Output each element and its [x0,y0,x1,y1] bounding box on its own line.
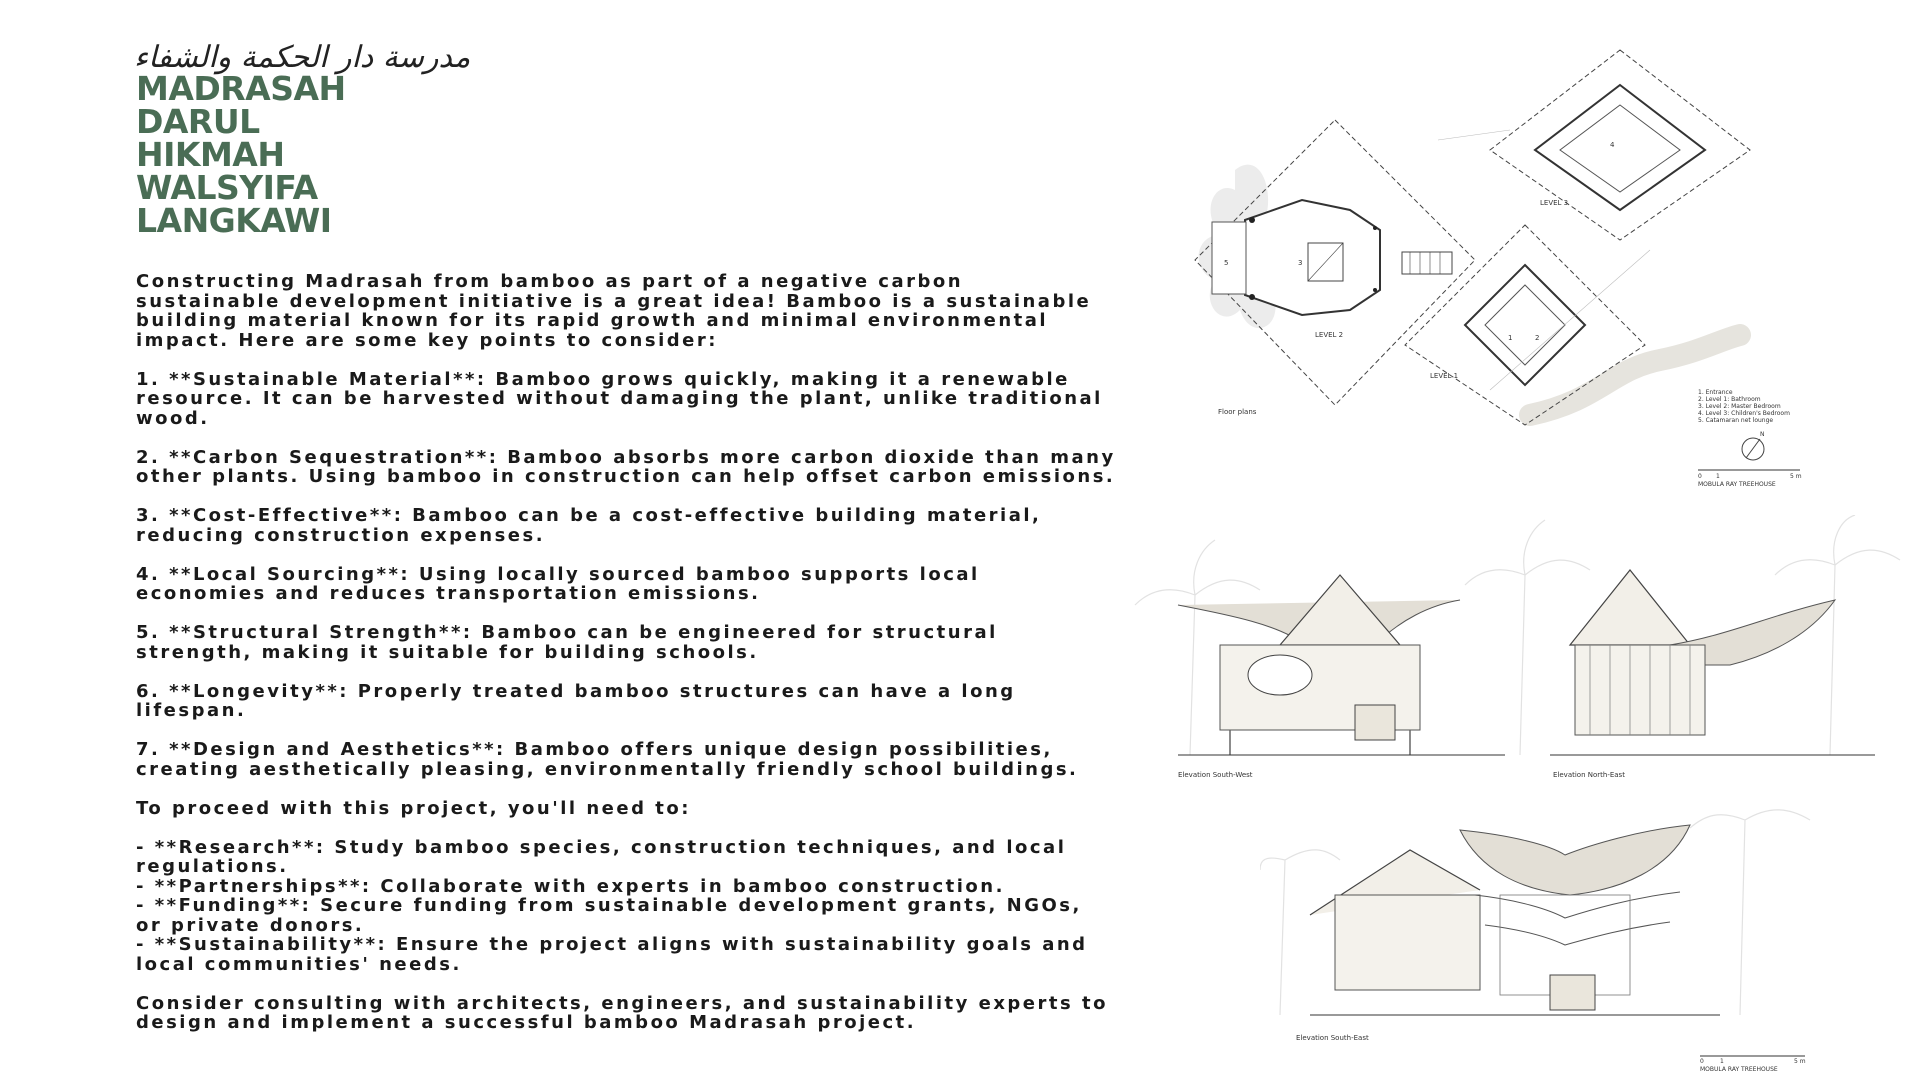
building-body-left [1335,895,1480,990]
scale-label: 1 [1716,473,1720,480]
level2-label: LEVEL 2 [1315,331,1344,339]
key-point: 1. **Sustainable Material**: Bamboo grows quickly, making it a renewable resource. It can be harvested without damaging the plant, unlike traditional wood. [136,368,1103,429]
key-point: 7. **Design and Aesthetics**: Bamboo offers unique design possibilities, creating aesthetically pleasing, environmentally friendly school buildings. [136,739,1079,780]
legend-item: 1. Entrance [1698,389,1733,396]
room-number: 4 [1610,141,1615,149]
legend-item: 3. Level 2: Master Bedroom [1698,403,1781,410]
column [1249,294,1255,300]
elevation-north-east [1550,570,1875,755]
palm-tree-icon [1465,520,1590,755]
palm-tree-icon [1690,810,1810,1015]
north-label: N [1760,431,1765,438]
key-point: 5. **Structural Strength**: Bamboo can be engineered for structural strength, making it suitable for building schools. [136,622,998,663]
stair-bridge [1402,252,1452,274]
room-number: 3 [1298,259,1303,267]
title-line: WALSYIFA [136,168,318,207]
roof-butterfly-lower [1485,922,1670,945]
scale-label: 5 m [1794,1058,1806,1065]
building-body [1575,645,1705,735]
floor-plan-legend [1698,389,1790,424]
palm-tree-icon [1260,850,1340,1015]
title-line: LANGKAWI [136,201,332,240]
body-text [136,272,1116,1052]
legend-item: 5. Catamaran net lounge [1698,417,1774,424]
need-item: - **Research**: Study bamboo species, construction techniques, and local regulations. [136,836,1067,877]
scale-label: 0 [1698,473,1702,480]
room-number: 1 [1508,334,1513,342]
level3-deck [1535,85,1705,210]
roof-butterfly [1460,825,1690,895]
scale-label: 0 [1700,1058,1704,1065]
needs-list [136,838,1116,975]
key-point: 3. **Cost-Effective**: Bamboo can be a cost-effective building material, reducing construction expenses. [136,505,1042,546]
oval-window [1248,655,1312,695]
key-point: 2. **Carbon Sequestration**: Bamboo absorbs more carbon dioxide than many other plants. Using bamboo in construction can help offset carbon emissions. [136,446,1116,487]
title-line: HIKMAH [136,135,285,174]
title-line: DARUL [136,102,260,141]
column [1373,288,1377,292]
north-needle [1746,439,1760,458]
stair-structure [1355,705,1395,740]
project-name: MOBULA RAY TREEHOUSE [1698,481,1776,488]
stair-structure [1550,975,1595,1010]
roof-gable [1570,570,1690,645]
legend-item: 2. Level 1: Bathroom [1698,396,1761,403]
scale-label: 1 [1720,1058,1724,1065]
level1-deck [1465,265,1585,385]
project-name: MOBULA RAY TREEHOUSE [1700,1066,1778,1073]
title-line: MADRASAH [136,69,346,108]
conclusion-paragraph: Consider consulting with architects, engineers, and sustainability experts to design and implement a successful bamboo Madrasah project. [136,992,1108,1033]
projection-line [1438,130,1510,140]
room-number: 2 [1535,334,1540,342]
floor-plan-caption: Floor plans [1218,408,1257,416]
scale-label: 5 m [1790,473,1802,480]
need-item: - **Sustainability**: Ensure the project aligns with sustainability goals and local communities' needs. [136,934,1088,975]
level1-label: LEVEL 1 [1430,372,1459,380]
key-point: 6. **Longevity**: Properly treated bamboo structures can have a long lifespan. [136,680,1016,721]
elevation-south-east-drawing [1260,800,1820,1075]
level2-net [1212,222,1246,294]
key-point: 4. **Local Sourcing**: Using locally sourced bamboo supports local economies and reduces transportation emissions. [136,563,980,604]
roof-butterfly-lower [1475,892,1680,918]
intro-paragraph: Constructing Madrasah from bamboo as part of a negative carbon sustainable development initiative is a great idea! Bamboo is a sustainable building material known for its rapid growth and minimal environmental impact. Here are some key points to consider: [136,271,1092,351]
proceed-intro: To proceed with this project, you'll need to: [136,797,691,819]
arabic-title: مدرسة دار الحكمة والشفاء [134,40,471,75]
page-title [136,69,436,240]
column [1249,217,1255,223]
elevation-caption-ne: Elevation North-East [1553,771,1625,779]
elevation-south-west [1178,575,1505,755]
need-item: - **Partnerships**: Collaborate with experts in bamboo construction. [136,875,1005,897]
elevation-caption-sw: Elevation South-West [1178,771,1253,779]
legend-item: 4. Level 3: Children's Bedroom [1698,410,1790,417]
room-number: 5 [1224,259,1229,267]
level3-label: LEVEL 3 [1540,199,1569,207]
floor-plan-drawing [1180,40,1820,500]
column [1373,226,1377,230]
elevations-upper [1130,515,1910,790]
need-item: - **Funding**: Secure funding from sustainable development grants, NGOs, or private donors. [136,895,1082,936]
elevation-caption-se: Elevation South-East [1296,1034,1369,1042]
